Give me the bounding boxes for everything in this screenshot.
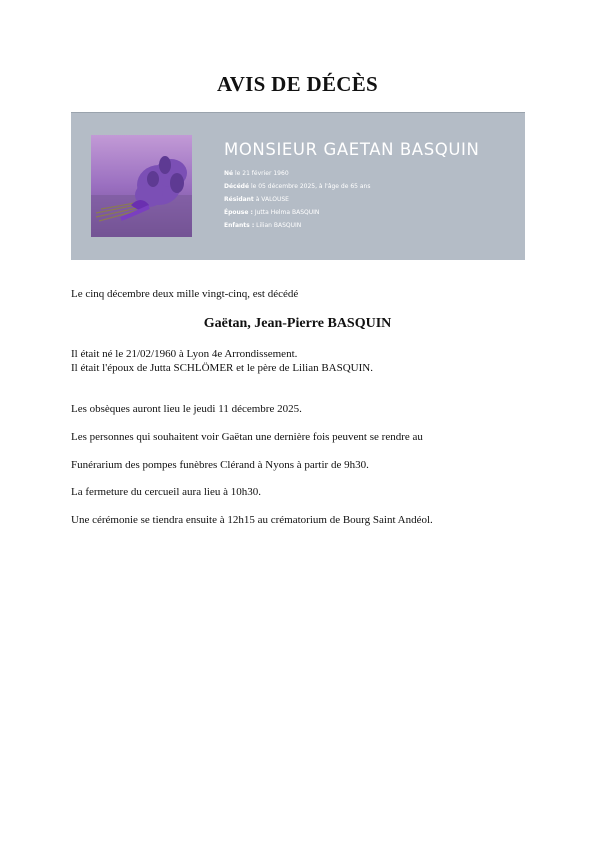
banner-label: Né: [224, 170, 234, 177]
intro-text: Le cinq décembre deux mille vingt-cinq, est décédé: [71, 288, 299, 300]
obituary-banner: [71, 112, 525, 260]
funeral-text: Les obsèques auront lieu le jeudi 11 décembre 2025.: [71, 403, 302, 415]
lavender-photo: [91, 135, 192, 237]
banner-name: MONSIEUR GAETAN BASQUIN: [224, 140, 480, 159]
banner-line-death: [224, 183, 370, 190]
deceased-name: Gaëtan, Jean-Pierre BASQUIN: [203, 316, 392, 331]
banner-line-birth: [224, 170, 289, 177]
visit-text-1: Les personnes qui souhaitent voir Gaëtan une dernière fois peuvent se rendre au: [71, 431, 423, 443]
banner-text: Lilian BASQUIN: [254, 222, 302, 229]
banner-text: le 21 février 1960: [233, 170, 289, 177]
page-title: AVIS DE DÉCÈS: [216, 72, 379, 96]
closing-text: La fermeture du cercueil aura lieu à 10h30.: [71, 486, 261, 498]
banner-text: Jutta Helma BASQUIN: [252, 209, 320, 216]
banner-label: Résidant: [224, 196, 254, 203]
banner-line-spouse: [224, 209, 319, 216]
visit-text-2: Funérarium des pompes funèbres Clérand à Nyons à partir de 9h30.: [71, 459, 369, 471]
ceremony-text: Une cérémonie se tiendra ensuite à 12h15 au crématorium de Bourg Saint Andéol.: [71, 514, 433, 526]
banner-label: Décédé: [224, 183, 250, 190]
banner-text: le 05 décembre 2025, à l'âge de 65 ans: [249, 183, 371, 190]
banner-label: Épouse :: [224, 209, 253, 216]
banner-label: Enfants :: [224, 222, 255, 229]
banner-line-residence: [224, 196, 289, 203]
banner-line-children: [224, 222, 301, 229]
birth-text: Il était né le 21/02/1960 à Lyon 4e Arrondissement.: [71, 348, 298, 360]
family-text: Il était l'époux de Jutta SCHLÖMER et le père de Lilian BASQUIN.: [71, 362, 373, 374]
banner-text: à VALOUSE: [253, 196, 289, 203]
